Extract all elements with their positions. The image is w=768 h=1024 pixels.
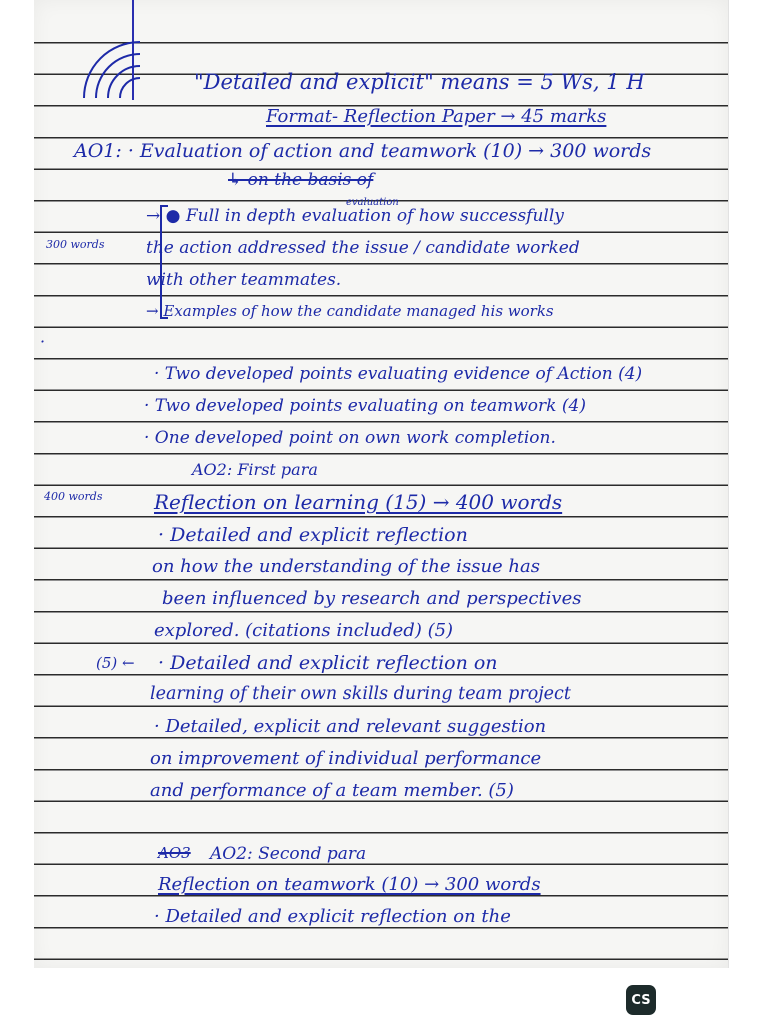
bullet-1: · Two developed points evaluating evidence of Action (4) xyxy=(154,364,643,384)
learning-line-3: been influenced by research and perspectives xyxy=(162,588,582,609)
reflection-learning-heading: Reflection on learning (15) → 400 words xyxy=(154,490,563,514)
corner-arcs-doodle xyxy=(74,30,144,100)
learning-line-2: on how the understanding of the issue has xyxy=(152,556,540,577)
skills-line-2: learning of their own skills during team project xyxy=(150,684,571,704)
skills-line-5: and performance of a team member. (5) xyxy=(150,780,514,801)
teamwork-line-1: · Detailed and explicit reflection on the xyxy=(154,906,511,927)
ao1-point-2: the action addressed the issue / candidate worked xyxy=(146,238,580,258)
ao1-point-1: → ● Full in depth evaluation of how successfully xyxy=(146,206,564,226)
learning-line-1: · Detailed and explicit reflection xyxy=(158,524,468,546)
ao1-heading: AO1: · Evaluation of action and teamwork (10) → 300 words xyxy=(74,140,652,162)
learning-line-4: explored. (citations included) (5) xyxy=(154,620,454,641)
ao2-second-heading: AO2: Second para xyxy=(210,844,367,864)
ao1-point-4: → Examples of how the candidate managed his works xyxy=(146,302,554,320)
reflection-teamwork-heading: Reflection on teamwork (10) → 300 words xyxy=(158,874,541,895)
notebook-page xyxy=(34,0,729,968)
page-title: "Detailed and explicit" means = 5 Ws, 1 H xyxy=(194,70,645,94)
ao1-point-3: with other teammates. xyxy=(146,270,342,290)
skills-line-1: · Detailed and explicit reflection on xyxy=(158,652,498,674)
format-line: Format- Reflection Paper → 45 marks xyxy=(266,106,607,127)
ao1-basis: ↳ on the basis of xyxy=(228,170,374,190)
margin-5-marks: (5) ← xyxy=(96,654,135,672)
stray-mark: · xyxy=(40,332,46,351)
ao2-first-heading: AO2: First para xyxy=(192,460,318,479)
bullet-2: · Two developed points evaluating on teamwork (4) xyxy=(144,396,586,416)
skills-line-4: on improvement of individual performance xyxy=(150,748,542,769)
bullet-3: · One developed point on own work completion. xyxy=(144,428,556,448)
margin-300-words: 300 words xyxy=(46,238,105,251)
evaluation-insert: evaluation xyxy=(346,197,399,208)
margin-400-words: 400 words xyxy=(44,490,103,503)
skills-line-3: · Detailed, explicit and relevant suggestion xyxy=(154,716,547,737)
ao3-struck: AO3 xyxy=(158,844,191,862)
camscanner-logo: CS xyxy=(626,985,656,1015)
